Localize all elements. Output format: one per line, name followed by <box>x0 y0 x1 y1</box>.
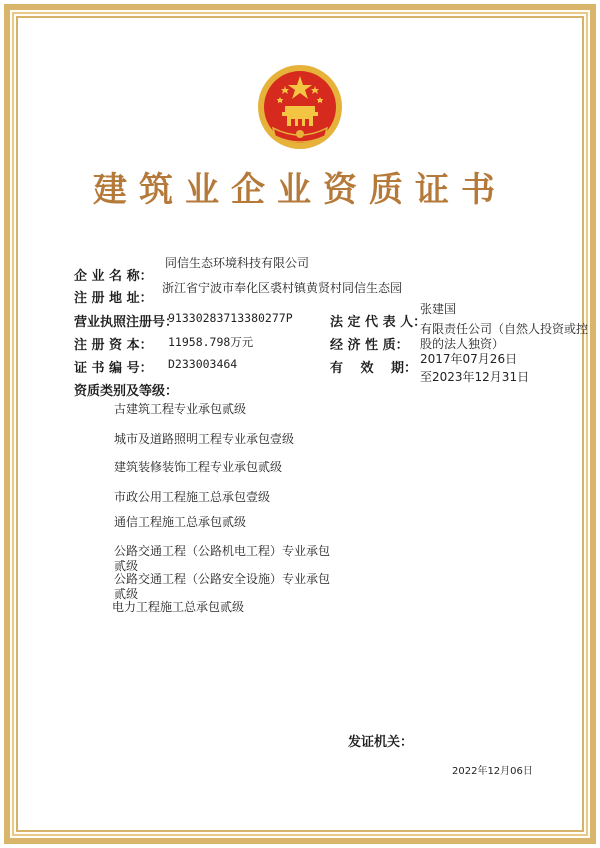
capital-label: 注 册 资 本： <box>74 338 153 353</box>
qualification-item: 公路交通工程（公路安全设施）专业承包 <box>114 572 331 586</box>
issuer-label: 发证机关： <box>348 735 414 750</box>
capital-value: 11958.798万元 <box>168 335 254 349</box>
national-emblem-icon <box>255 62 345 152</box>
economy-label: 经 济 性 质： <box>330 338 409 353</box>
address-value: 浙江省宁波市奉化区裘村镇黄贤村同信生态园 <box>162 281 403 295</box>
qualification-item: 古建筑工程专业承包贰级 <box>114 402 247 416</box>
economy-value-line2: 股的法人独资） <box>420 337 505 351</box>
qualification-item: 公路交通工程（公路机电工程）专业承包 <box>114 544 331 558</box>
issue-date: 2022年12月06日 <box>452 766 533 777</box>
certificate-title: 建筑业企业资质证书 <box>93 170 507 210</box>
qualification-item: 电力工程施工总承包贰级 <box>112 600 245 614</box>
license-label: 营业执照注册号： <box>74 315 179 330</box>
qualification-item: 贰级 <box>114 587 139 601</box>
company-name-value: 同信生态环境科技有限公司 <box>165 256 310 270</box>
company-name-label: 企 业 名 称： <box>74 269 153 284</box>
qualification-item: 城市及道路照明工程专业承包壹级 <box>114 432 295 446</box>
address-label: 注 册 地 址： <box>74 291 153 306</box>
qualification-label: 资质类别及等级： <box>74 384 179 399</box>
validity-label: 有 效 期： <box>330 361 418 376</box>
qualification-item: 建筑装修装饰工程专业承包贰级 <box>114 460 283 474</box>
legal-rep-value: 张建国 <box>420 302 457 316</box>
qualification-item: 贰级 <box>114 559 139 573</box>
qualification-item: 市政公用工程施工总承包壹级 <box>114 490 271 504</box>
validity-to: 至2023年12月31日 <box>420 370 530 384</box>
economy-value-line1: 有限责任公司（自然人投资或控 <box>420 322 589 336</box>
validity-from: 2017年07月26日 <box>420 352 518 366</box>
qualification-item: 通信工程施工总承包贰级 <box>114 515 247 529</box>
license-value: 91330283713380277P <box>168 311 293 325</box>
cert-no-value: D233003464 <box>168 357 238 371</box>
cert-no-label: 证 书 编 号： <box>74 361 153 376</box>
legal-rep-label: 法 定 代 表 人： <box>330 315 427 330</box>
